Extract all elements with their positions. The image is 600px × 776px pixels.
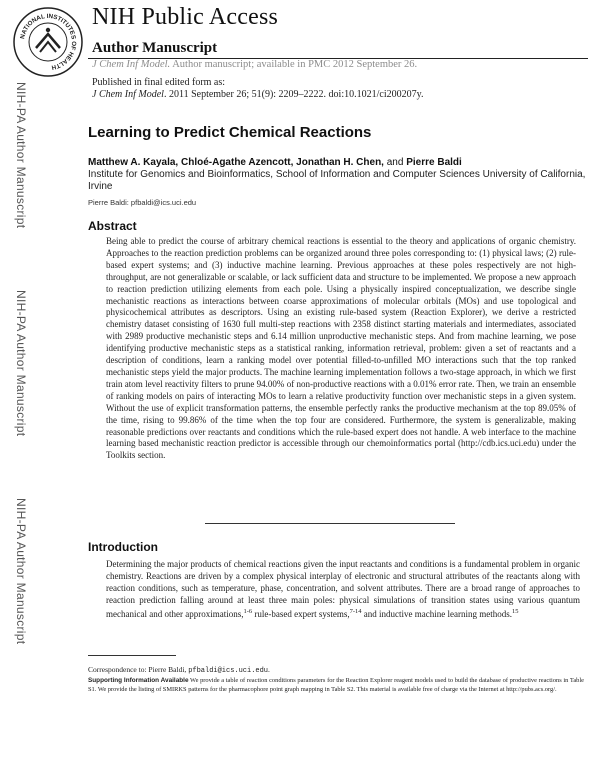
author-list [88, 157, 462, 168]
abstract-divider [205, 523, 455, 524]
side-watermark-2: NIH-PA Author Manuscript [14, 290, 28, 437]
affiliation: Institute for Genomics and Bioinformatics, School of Information and Computer Sciences University of California, Irvine [88, 169, 586, 192]
supporting-information-note [88, 677, 584, 694]
nih-logo [12, 6, 84, 78]
abstract-heading: Abstract [88, 219, 137, 233]
author-manuscript-label: Author Manuscript [92, 40, 218, 56]
journal-name: J Chem Inf Model. [92, 59, 171, 70]
corr-email: pfbaldi@ics.uci.edu [188, 667, 269, 675]
citation-line [92, 89, 423, 100]
introduction-text [106, 558, 580, 620]
correspondence-note [88, 665, 270, 675]
published-label: Published in final edited form as: [92, 77, 226, 88]
author-last: Pierre Baldi [406, 157, 462, 168]
nih-public-access-title: NIH Public Access [92, 4, 279, 30]
side-watermark-3: NIH-PA Author Manuscript [14, 498, 28, 645]
svg-text:NATIONAL INSTITUTES OF HEALTH: NATIONAL INSTITUTES OF HEALTH [19, 12, 78, 71]
availability-text: Author manuscript; available in PMC 2012 September 26. [170, 59, 418, 70]
introduction-heading: Introduction [88, 540, 158, 554]
supp-text: We provide a table of reaction conditions parameters for the Reaction Explorer reagent models used to build the database of productive reactions in Table S1. We provide the listing of SMIRKS patterns for the pharmacophore point graph mapping in Table S2. This material is available free of charge via the Internet at http://pubs.acs.org/. [88, 677, 584, 693]
paper-title: Learning to Predict Chemical Reactions [88, 124, 372, 141]
corr-end: . [268, 665, 270, 674]
intro-text-mid1: rule-based expert systems, [252, 609, 350, 619]
journal-availability-line [92, 59, 417, 70]
authors-and: and [383, 157, 407, 168]
supp-label: Supporting Information Available [88, 677, 189, 684]
ref-3: 15 [512, 608, 519, 615]
corr-label: Correspondence to: Pierre Baldi, [88, 665, 189, 674]
citation-journal: J Chem Inf Model [92, 89, 164, 100]
citation-details: . 2011 September 26; 51(9): 2209–2222. doi:10.1021/ci200207y. [163, 89, 424, 100]
ref-2: 7-14 [349, 608, 362, 615]
intro-text-main: Determining the major products of chemical reactions given the input reactants and conditions is a fundamental problem in organic chemistry. Reactions are driven by a complex physical interplay of electronic and structural attributes of the reactants along with reaction conditions, such as temperature, phase, concentration, and solvent attributes. There are a broad range of approaches to reaction prediction falling around at least three main poles: physical simulations of transition states using various quantum mechanical and other approximations, [106, 559, 580, 619]
authors-main: Matthew A. Kayala, Chloé-Agathe Azencott, Jonathan H. Chen, [88, 157, 384, 168]
author-email: Pierre Baldi: pfbaldi@ics.uci.edu [88, 198, 197, 207]
side-watermark-1: NIH-PA Author Manuscript [14, 82, 28, 229]
intro-text-mid2: and inductive machine learning methods. [361, 609, 512, 619]
ref-1: 1-6 [243, 608, 253, 615]
footnote-divider [88, 655, 176, 656]
abstract-text: Being able to predict the course of arbitrary chemical reactions is essential to the theory and applications of organic chemistry. Approaches to the reaction prediction problems can be organized around three poles corresponding to: (1) physical laws; (2) rule-based expert systems; and (3) inductive machine learning. Previous approaches at these poles respectively are not high-throughput, are not generalizable or scalable, or lack sufficient data and structure to be implemented. We propose a new approach to reaction prediction utilizing elements from each pole. Using a physically inspired conceptualization, we describe single mechanistic reactions as interactions between coarse approximations of molecular orbitals (MOs) and use topological and physicochemical attributes as descriptors. Using an existing rule-based system (Reaction Explorer), we derive a restricted chemistry dataset consisting of 1630 full multi-step reactions with 2358 distinct starting materials and intermediates, associated with 2989 productive mechanistic steps and 6.14 million unproductive mechanistic steps. And from machine learning, we pose identifying productive mechanistic steps as a statistical ranking, information retrieval, problem: given a set of reactants and a description of conditions, learn a ranking model over potential filled-to-unfilled MO interactions such that the top ranked mechanistic steps yield the major products. The machine learning implementation follows a two-stage approach, in which we first train atom level reactivity filters to prune 94.00% of non-productive reactions with a 0.01% error rate. Then, we train an ensemble of ranking models on pairs of interacting MOs to learn a relative productivity function over mechanistic steps in a given system. Without the use of explicit transformation patterns, the ensemble perfectly ranks the productive mechanism at the top 89.05% of the time, rising to 99.86% of the time when the top four are considered. Furthermore, the system is generalizable, making reasonable predictions over reactants and conditions which the rule-based expert does not handle. A web interface to the machine learning based mechanistic reaction predictor is accessible through our chemoinformatics portal (http://cdb.ics.uci.edu) under the Toolkits section. [106, 236, 576, 461]
